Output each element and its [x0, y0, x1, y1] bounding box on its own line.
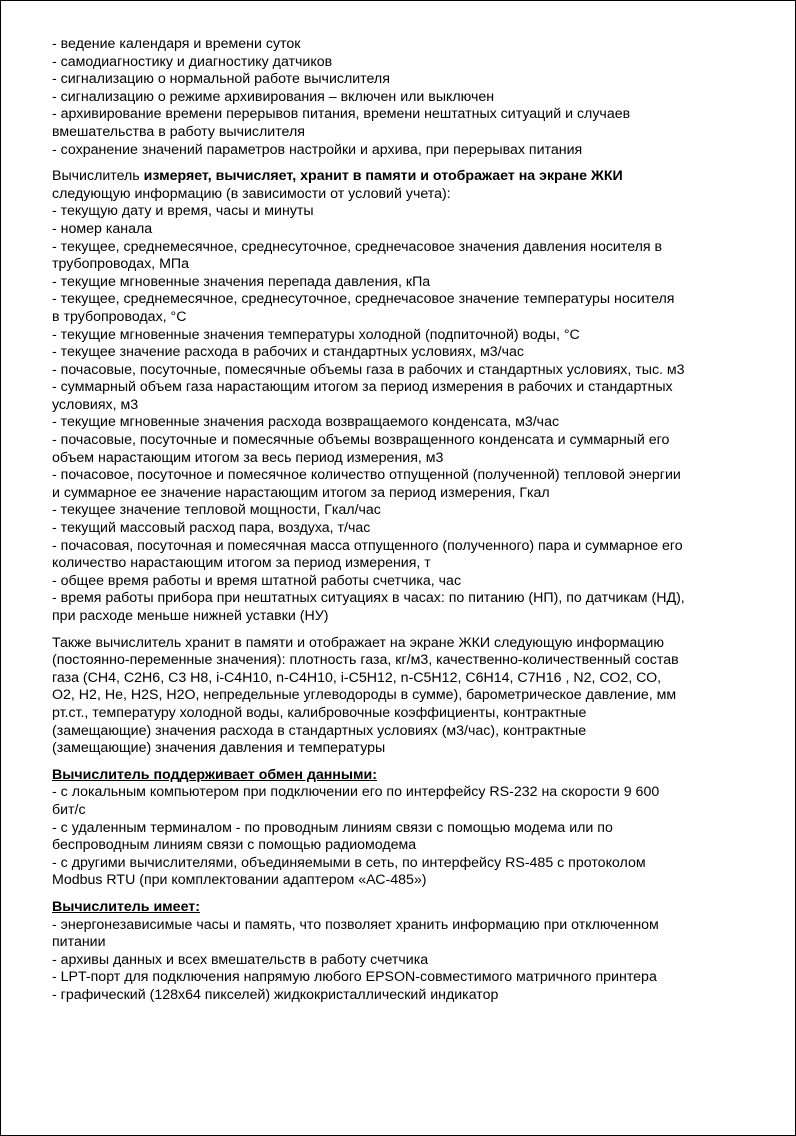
list-item: бит/с — [52, 801, 86, 818]
list-item: - с локальным компьютером при подключении его по интерфейсу RS-232 на скорости 9 600 — [52, 784, 660, 801]
functions-list — [52, 36, 752, 159]
list-item: - текущее значение расхода в рабочих и стандартных условиях, м3/час — [52, 344, 524, 361]
list-item: - общее время работы и время штатной работы счетчика, час — [52, 572, 462, 589]
list-item: - почасовое, посуточное и помесячное количество отпущенной (полученной) тепловой энергии — [52, 467, 681, 484]
document-content — [52, 36, 752, 1004]
list-item: - текущую дату и время, часы и минуты — [52, 203, 314, 220]
intro-bold: измеряет, вычисляет, хранит в памяти и отображает на экране ЖКИ — [143, 168, 623, 185]
paragraph-line: газа (СН4, С2Н6, С3 Н8, i-С4Н10, n-С4Н10, i-С5Н12, n-С5Н12, С6Н14, С7Н16 , N2, СО2, СО, — [52, 669, 662, 686]
list-item: беспроводным линиям связи с помощью радиомодема — [52, 837, 417, 854]
list-item: - почасовая, посуточная и помесячная масса отпущенного (полученного) пара и суммарное его — [52, 537, 683, 554]
measured-info-section — [52, 168, 752, 625]
list-item: - с другими вычислителями, объединяемыми в сеть, по интерфейсу RS-485 с протоколом — [52, 854, 646, 871]
section-heading: Вычислитель имеет: — [52, 898, 200, 915]
list-item: условиях, м3 — [52, 396, 139, 413]
paragraph-line: О2, Н2, Не, Н2S, Н2О, непредельные углеводороды в сумме), барометрическое давление, мм — [52, 687, 677, 704]
list-item: - текущее значение тепловой мощности, Гкал/час — [52, 502, 381, 519]
list-item: - текущие мгновенные значения температуры холодной (подпиточной) воды, °С — [52, 326, 580, 343]
list-item: при расходе меньше нижней уставки (НУ) — [52, 608, 329, 624]
measured-info-intro — [52, 168, 752, 186]
list-item: - текущее, среднемесячное, среднесуточное, среднечасовое значения давления носителя в — [52, 238, 663, 255]
list-item: объем нарастающим итогом за весь период измерения, м3 — [52, 449, 444, 466]
list-item: - номер канала — [52, 220, 153, 237]
list-item: - архивы данных и всех вмешательств в работу счетчика — [52, 951, 429, 968]
list-item: - текущий массовый расход пара, воздуха, т/час — [52, 520, 371, 537]
stored-info-paragraph — [52, 635, 752, 758]
list-item: и суммарное ее значение нарастающим итогом за период измерения, Гкал — [52, 484, 550, 501]
list-item: следующую информацию (в зависимости от условий учета): — [52, 185, 451, 202]
list-item: в трубопроводах, °С — [52, 308, 187, 325]
paragraph-line: рт.ст., температуру холодной воды, калибровочные коэффициенты, контрактные — [52, 704, 587, 721]
list-item: - сохранение значений параметров настройки и архива, при перерывах питания — [52, 141, 583, 158]
list-item: - самодиагностику и диагностику датчиков — [52, 53, 333, 70]
list-item: трубопроводах, МПа — [52, 256, 189, 273]
list-item: Modbus RTU (при комплектовании адаптером «АС-485») — [52, 872, 427, 889]
list-item: вмешательства в работу вычислителя — [52, 123, 305, 140]
data-exchange-section — [52, 767, 752, 890]
list-item: - текущее, среднемесячное, среднесуточное, среднечасовое значение температуры носителя — [52, 291, 675, 308]
list-item: - время работы прибора при нештатных ситуациях в часах: по питанию (НП), по датчикам (НД), — [52, 590, 685, 607]
list-item: - сигнализацию о нормальной работе вычислителя — [52, 71, 390, 88]
list-item: - LPT-порт для подключения напрямую любого EPSON-совместимого матричного принтера — [52, 969, 657, 986]
features-section — [52, 899, 752, 1005]
list-item: - энергонезависимые часы и память, что позволяет хранить информацию при отключенном — [52, 916, 659, 933]
list-item: количество нарастающим итогом за период измерения, т — [52, 555, 431, 572]
list-item: - почасовые, посуточные, помесячные объемы газа в рабочих и стандартных условиях, тыс. м3 — [52, 361, 685, 378]
intro-prefix: Вычислитель — [52, 168, 144, 185]
section-heading: Вычислитель поддерживает обмен данными: — [52, 766, 377, 783]
list-item: - графический (128х64 пикселей) жидкокристаллический индикатор — [52, 986, 499, 1003]
paragraph-line: (замещающие) значения расхода в стандартных условиях (м3/час), контрактные — [52, 722, 587, 739]
list-item: - сигнализацию о режиме архивирования – включен или выключен — [52, 88, 495, 105]
list-item: - почасовые, посуточные и помесячные объемы возвращенного конденсата и суммарный его — [52, 432, 670, 449]
list-item: - с удаленным терминалом - по проводным линиям связи с помощью модема или по — [52, 819, 613, 836]
list-item: - текущие мгновенные значения перепада давления, кПа — [52, 273, 431, 290]
list-item: - суммарный объем газа нарастающим итогом за период измерения в рабочих и стандартных — [52, 379, 673, 396]
list-item: питании — [52, 934, 106, 951]
list-item: - текущие мгновенные значения расхода возвращаемого конденсата, м3/час — [52, 414, 560, 431]
list-item: - архивирование времени перерывов питания, времени нештатных ситуаций и случаев — [52, 106, 631, 123]
paragraph-line: Также вычислитель хранит в памяти и отображает на экране ЖКИ следующую информацию — [52, 634, 665, 651]
paragraph-line: (постоянно-переменные значения): плотность газа, кг/м3, качественно-количественный состав — [52, 652, 679, 669]
list-item: - ведение календаря и времени суток — [52, 36, 301, 52]
paragraph-line: (замещающие) значения давления и температуры — [52, 740, 386, 757]
